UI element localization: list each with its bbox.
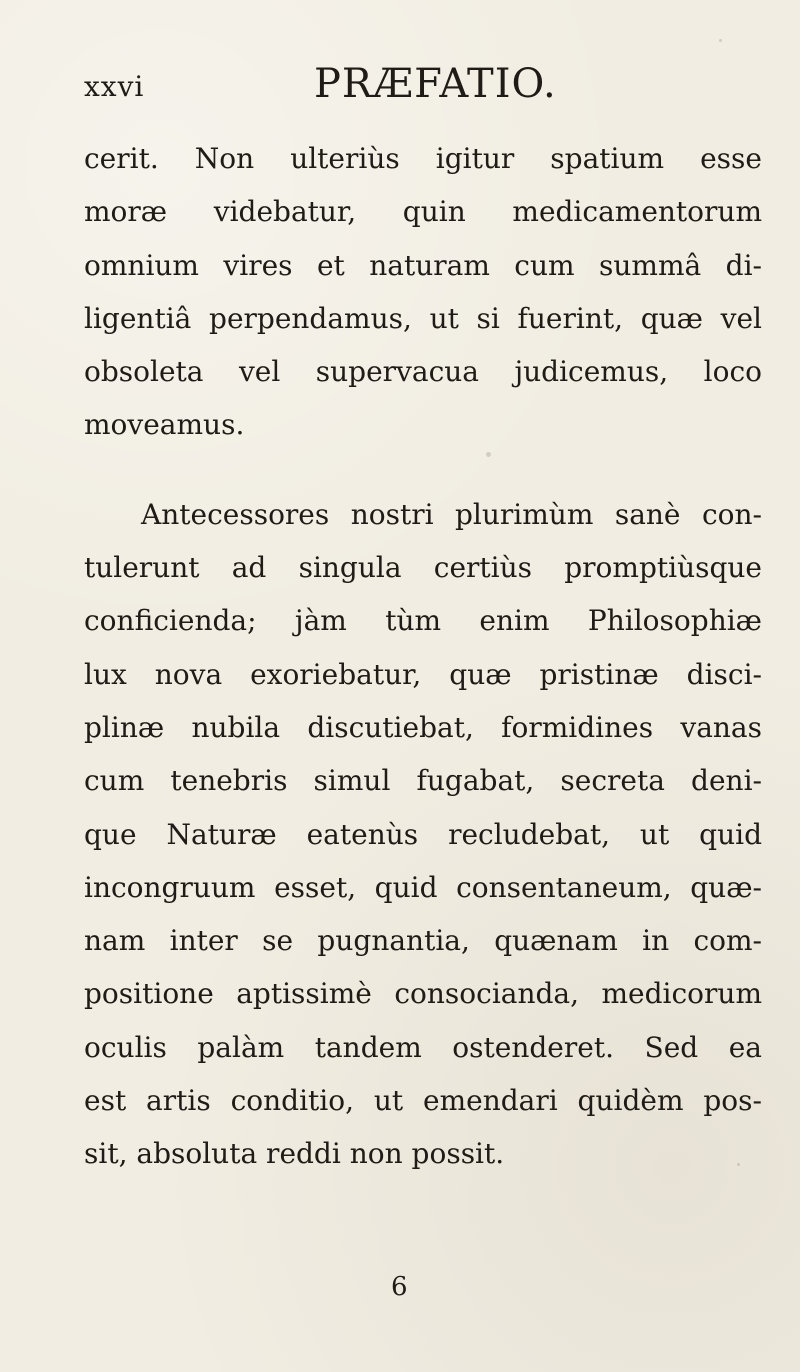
text-line: omnium vires et naturam cum summâ di- [84, 248, 762, 282]
paragraph-2 [84, 488, 762, 1181]
text-line: nam inter se pugnantia, quænam in com- [84, 924, 762, 958]
paper-speck [737, 1163, 740, 1166]
text-line: oculis palàm tandem ostenderet. Sed ea [84, 1030, 762, 1064]
page-number: xxvi [84, 70, 145, 103]
body-text [84, 132, 762, 1181]
text-line: cerit. Non ulteriùs igitur spatium esse [84, 142, 762, 175]
text-line: tulerunt ad singula certiùs promptiùsque [84, 551, 762, 585]
text-line: conficienda; jàm tùm enim Philosophiæ [84, 604, 762, 638]
text-line: Antecessores nostri plurimùm sanè con- [141, 497, 762, 531]
text-line: plinæ nubila discutiebat, formidines vanas [84, 710, 762, 744]
text-line: sit, absoluta reddi non possit. [84, 1137, 505, 1171]
text-line: moveamus. [84, 408, 245, 442]
text-line: moræ videbatur, quin medicamentorum [84, 195, 762, 229]
text-line: obsoleta vel supervacua judicemus, loco [84, 355, 762, 389]
text-line: lux nova exoriebatur, quæ pristinæ disci- [84, 657, 762, 691]
text-line: cum tenebris simul fugabat, secreta deni- [84, 764, 762, 798]
text-line: incongruum esset, quid consentaneum, quæ- [84, 870, 762, 904]
running-title: PRÆFATIO. [314, 61, 557, 107]
text-line: est artis conditio, ut emendari quidèm pos- [84, 1084, 762, 1118]
text-line: ligentiâ perpendamus, ut si fuerint, quæ vel [84, 301, 762, 335]
signature-mark: 6 [391, 1272, 408, 1302]
paper-speck [719, 39, 722, 42]
paragraph-1 [84, 132, 762, 452]
page-header [84, 61, 730, 107]
paper-speck [486, 452, 491, 457]
text-line: positione aptissimè consocianda, medicorum [84, 977, 762, 1011]
text-line: que Naturæ eatenùs recludebat, ut quid [84, 817, 762, 851]
